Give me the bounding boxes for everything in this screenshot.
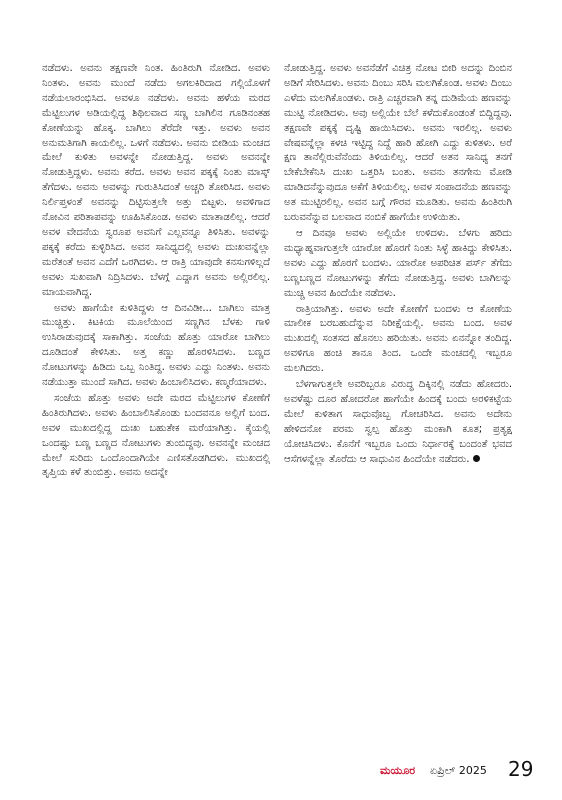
paragraph: ಸಂಜೆಯ ಹೊತ್ತು ಅವಳು ಅದೇ ಮರದ ಮೆಟ್ಟಿಲುಗಳ ಕೋಣೆಗೆ ಹಿಂತಿರುಗಿದಳು. ಅವಳು ಹಿಂಬಾಲಿಸಿಕೊಂಡು ಬಂದವನೂ ಅಲ್ಲಿಗೆ ಬಂದ. ಅವಳ ಮುಖದಲ್ಲಿದ್ದ ದುಃಖ ಬಹುತೇಕ ಮರೆಯಾಗಿತ್ತು. ಕೈಯಲ್ಲಿ ಒಂದಷ್ಟು ಬಣ್ಣ ಬಣ್ಣದ ನೋಟುಗಳು ತುಂಬಿದ್ದವು. ಅವನನ್ನೇ ಮಂಚದ ಮೇಲೆ ಸುರಿದು ಒಂದೊಂದಾಗಿಯೇ ಎಣಿಸತೊಡಗಿದಳು. ಮುಖದಲ್ಲಿ ತೃಪ್ತಿಯ ಕಳೆ ತುಂಬಿತ್ತು. ಅವನು ಅದನ್ನೇ [42, 392, 270, 479]
end-of-article-dot-icon [473, 455, 480, 462]
page-number: 29 [508, 757, 534, 781]
paragraph: ಅವಳು ಹಾಗೆಯೇ ಕುಳಿತಿದ್ದಳು ಆ ದಿನವಿಡೀ... ಬಾಗಿಲು ಮಾತ್ರ ಮುಚ್ಚಿತ್ತು. ಕಿಟಕಿಯ ಮೂಲೆಯಿಂದ ಸಣ್ಣಗಿನ ಬೆಳಕು ಗಾಳಿ ಉಸಿರಾಡುವುದಕ್ಕೆ ಸಾಕಾಗಿತ್ತು. ಸಂಜೆಯ ಹೊತ್ತು ಯಾರೋ ಬಾಗಿಲು ದೂಡಿದಂತೆ ಕೇಳಿಸಿತು. ಅತ್ತ ಕಣ್ಣು ಹೊರಳಿಸಿದಳು. ಬಣ್ಣದ ನೋಟುಗಳನ್ನು ಹಿಡಿದು ಒಬ್ಬ ನಿಂತಿದ್ದ. ಅವಳು ಎದ್ದು ನಿಂತಳು. ಅವನು ನಡೆಯುತ್ತಾ ಮುಂದೆ ಸಾಗಿದ. ಅವಳು ಹಿಂಬಾಲಿಸಿದಳು. ಕಣ್ಮರೆಯಾದಳು. [42, 302, 270, 389]
issue-date: ಏಪ್ರಿಲ್ 2025 [430, 764, 487, 777]
article-column-left [42, 62, 270, 482]
article-column-right [284, 62, 512, 468]
magazine-brand: ಮಯೂರ [380, 764, 416, 777]
paragraph: ನೋಡುತ್ತಿದ್ದ. ಅವಳು ಅವನೆಡೆಗೆ ವಿಚಿತ್ರ ನೋಟ ಬೀರಿ ಅದನ್ನು ದಿಂಬಿನ ಅಡಿಗೆ ಸೇರಿಸಿದಳು. ಅವನು ದಿಂಬು ಸರಿಸಿ ಮಲಗಿಕೊಂಡ. ಅವಳು ದಿಂಬು ಎಳೆದು ಮಲಗಿಕೊಂಡಳು. ರಾತ್ರಿ ಎಚ್ಚರವಾಗಿ ತನ್ನ ದುಡಿಮೆಯ ಹಣವನ್ನು ಮುಟ್ಟಿ ನೋಡಿದಳು. ಅವು ಅಲ್ಲಿಯೇ ಬೆಲೆ ಕಳೆದುಕೊಂಡಂತೆ ಬಿದ್ದಿದ್ದವು. ತಕ್ಷಣವೇ ಪಕ್ಕಕ್ಕೆ ದೃಷ್ಟಿ ಹಾಯಿಸಿದಳು. ಅವನು ಇರಲಿಲ್ಲ. ಅವಳು ವೇಷವನ್ನೆಲ್ಲಾ ಕಳಚಿ ಇಟ್ಟಿದ್ದ ನಿದ್ದೆ ಹಾರಿ ಹೋಗಿ ಎದ್ದು ಕುಳಿತಳು. ಅರೆ ಕ್ಷಣ ತಾನೆಲ್ಲಿರುವೆನೆಂದು ತಿಳಿಯಲಿಲ್ಲ. ಆದರೆ ಅತನ ಸಾನಿಧ್ಯ ತನಗೆ ಬೇಕೆಬೇಕೆನಿಸಿ ದುಃಖ ಒತ್ತರಿಸಿ ಬಂತು. ಅವನು ತನಗೇನು ಮೋಡಿ ಮಾಡಿದನೆನ್ನುವುದೂ ಅಕೆಗೆ ತಿಳಿಯಲಿಲ್ಲ. ಅವಳ ಸಂಪಾದನೆಯ ಹಣವನ್ನು ಅತ ಮುಟ್ಟಿರಲಿಲ್ಲ. ಅವನ ಬಗ್ಗೆ ಗೌರವ ಮೂಡಿತು. ಅವನು ಹಿಂತಿರುಗಿ ಬರುವನೆನ್ನುವ ಬಲವಾದ ನಂಬಿಕೆ ಹಾಗೆಯೇ ಉಳಿಯಿತು. [284, 63, 512, 224]
paragraph-text: ಬೆಳಗಾಗುತ್ತಲೇ ಅವರಿಬ್ಬರೂ ವಿರುದ್ಧ ದಿಕ್ಕಿನಲ್ಲಿ ನಡೆದು ಹೋದರು. ಅವಳೆಷ್ಟು ದೂರ ಹೋದರೋ ಹಾಗೆಯೇ ಹಿಂದಕ್ಕೆ ಬಂದು ಅರಳಿಕಟ್ಟೆಯ ಮೇಲೆ ಕುಳಿತಾಗ ಸಾಧುವೊಬ್ಬ ಗೋಚರಿಸಿದ. ಅವನು ಅದೇನು ಹೇಳಿದನೋ ಪರಮ ಸ್ವಲ್ಪ ಹೊತ್ತು ಮಂಕಾಗಿ ಕೂತ; ಪ್ರತ್ಯಕ್ಷ ಯೋಚಿಸಿದಳು. ಕೊನೆಗೆ ಇಬ್ಬರೂ ಒಂದು ನಿರ್ಧಾರಕ್ಕೆ ಬಂದಂತೆ ಭವದ ಆಸೆಗಳನ್ನೆಲ್ಲಾ ತೊರೆದು ಆ ಸಾಧುವಿನ ಹಿಂದೆಯೇ ನಡೆದರು. [284, 379, 512, 465]
page-footer [0, 756, 562, 782]
paragraph-last [284, 378, 512, 467]
paragraph: ನಡೆದಳು. ಅವನು ತಕ್ಷಣವೇ ನಿಂತ. ಹಿಂತಿರುಗಿ ನೋಡಿದ. ಅವಳು ನಿಂತಳು. ಅವನು ಮುಂದೆ ನಡೆದು ಅಗಲಕಿರಿದಾದ ಗಲ್ಲಿಯೊಳಗೆ ನಡೆಯಲಾರಂಭಿಸಿದ. ಅವಳೂ ನಡೆದಳು. ಅವನು ಹಳೆಯ ಮರದ ಮೆಟ್ಟಿಲುಗಳ ಅಡಿಯಲ್ಲಿದ್ದ ಶಿಥಿಲವಾದ ಸಣ್ಣ ಬಾಗಿಲಿನ ಗೂಡಿನಂತಹ ಕೋಣೆಯನ್ನು ಹೊಕ್ಕ. ಬಾಗಿಲು ತೆರೆದೇ ಇತ್ತು. ಅವಳು ಅವನ ಅನುಮತಿಗಾಗಿ ಕಾಯಲಿಲ್ಲ. ಒಳಗೆ ನಡೆದಳು. ಅವನು ಬೀಡಿಯ ಮಂಚದ ಮೇಲೆ ಕುಳಿತು ಅವಳನ್ನೇ ನೋಡುತ್ತಿದ್ದ. ಅವಳು ಅವನನ್ನೇ ನೋಡುತ್ತಿದ್ದಳು. ಅವನು ಕರೆದ. ಅವಳು ಅವನ ಪಕ್ಕಕ್ಕೆ ನಿಂತು ಮಾಸ್ಕ್ ತೆಗೆದಳು. ಅವನು ಅವಳನ್ನು ಗುರುತಿಸಿದಂತೆ ಅಚ್ಚರಿ ತೋರಿಸಿದ. ಅವಳು ನಿರ್ಲಿಪ್ತಳಂತೆ ಅವನನ್ನು ದಿಟ್ಟಿಸುತ್ತಲೇ ಅತ್ತು ಬಿಟ್ಟಳು. ಅವಳಿಗಾದ ನೋವಿನ ಪರಿತಾಪವನ್ನು ಊಹಿಸಿಕೊಂಡ. ಅವಳು ಮಾತಾಡಲಿಲ್ಲ. ಆದರೆ ಅವಳ ವೇದನೆಯ ಸ್ವರೂಪ ಅವನಿಗೆ ಎಲ್ಲವನ್ನೂ ತಿಳಿಸಿತು. ಅವಳನ್ನು ಪಕ್ಕಕ್ಕೆ ಕರೆದು ಕುಳ್ಳಿರಿಸಿದ. ಅವನ ಸಾನಿಧ್ಯದಲ್ಲಿ ಅವಳು ದುಃಖವನ್ನೆಲ್ಲಾ ಮರೆತಂತೆ ಅವನ ಎದೆಗೆ ಒರಗಿದಳು. ಆ ರಾತ್ರಿ ಯಾವುದೇ ಕನಸುಗಳಿಲ್ಲದೆ ಅವಳು ಸುಖವಾಗಿ ನಿದ್ರಿಸಿದಳು. ಬೆಳಗ್ಗೆ ಎದ್ದಾಗ ಅವನು ಅಲ್ಲಿರಲಿಲ್ಲ. ಮಾಯವಾಗಿದ್ದ. [42, 63, 270, 298]
paragraph: ರಾತ್ರಿಯಾಗಿತ್ತು. ಅವಳು ಅದೇ ಕೋಣೆಗೆ ಬಂದಳು ಆ ಕೋಣೆಯ ಮಾಲೀಕ ಬರಬಹುದೆನ್ನುವ ನಿರೀಕ್ಷೆಯಲ್ಲಿ. ಅವನು ಬಂದ. ಅವಳ ಮುಖದಲ್ಲಿ ಸಂತಸದ ಹೊನಲು ಹರಿಯಿತು. ಅವನು ಏನನ್ನೋ ತಂದಿದ್ದ. ಅವಳಿಗೂ ಹಂಚಿ ತಾನೂ ತಿಂದ. ಒಂದೇ ಮಂಚದಲ್ಲಿ ಇಬ್ಬರೂ ಮಲಗಿದರು. [284, 303, 512, 375]
paragraph: ಆ ದಿನವೂ ಅವಳು ಅಲ್ಲಿಯೇ ಉಳಿದಳು. ಬೆಳಗು ಹರಿದು ಮಧ್ಯಾಹ್ನವಾಗುತ್ತಲೇ ಯಾರೋ ಹೊರಗೆ ನಿಂತು ಸಿಳ್ಳೆ ಹಾಕಿದ್ದು ಕೇಳಿಸಿತು. ಅವಳು ಎದ್ದು ಹೊರಗೆ ಬಂದಳು. ಯಾರೋ ಅಪರಿಚಿತ ಪರ್ಸ್ ತೆಗೆದು ಬಣ್ಣಬಣ್ಣದ ನೋಟುಗಳನ್ನು ತೆಗೆದು ನೋಡುತ್ತಿದ್ದ. ಅವಳು ಬಾಗಿಲನ್ನು ಮುಚ್ಚಿ ಅವನ ಹಿಂದೆಯೇ ನಡೆದಳು. [284, 227, 512, 299]
